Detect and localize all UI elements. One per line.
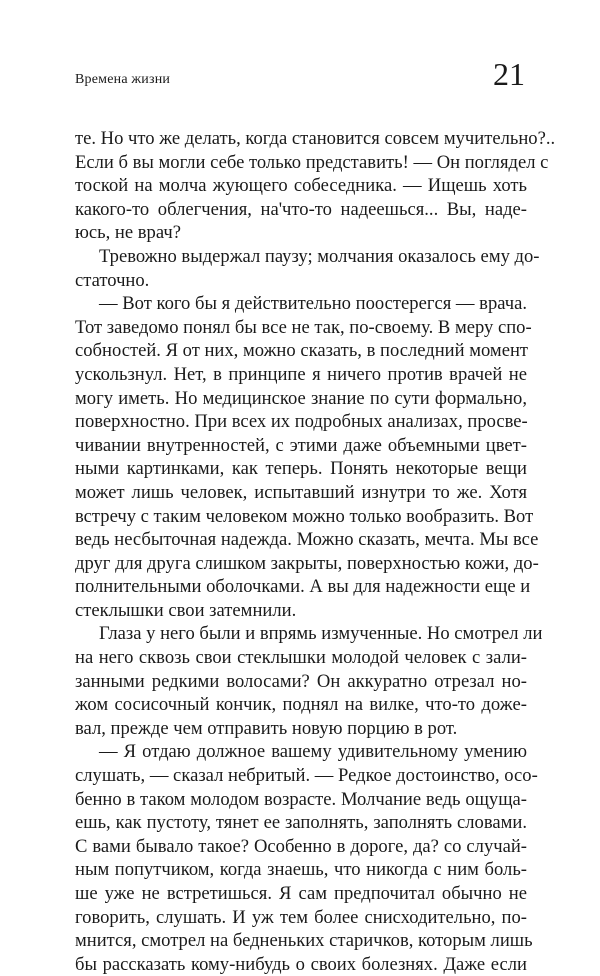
text-line: Глаза у него были и впрямь измученные. Но смотрел ли xyxy=(99,623,543,645)
body-text xyxy=(75,127,556,976)
text-line: статочно. xyxy=(75,269,150,291)
text-line: стеклышки свои затемнили. xyxy=(75,599,297,621)
paragraph xyxy=(75,245,540,292)
text-line: бенно в таком молодом возрасте. Молчание ведь ощуща- xyxy=(75,788,527,810)
text-line: — Вот кого бы я действительно поостерегся — врача. xyxy=(99,293,527,315)
text-line: ешь, как пустоту, тянет ее заполнять, заполнять словами. xyxy=(75,812,527,834)
text-line: друг для друга слишком закрыты, поверхностью кожи, до- xyxy=(75,552,539,574)
text-line: тоской на молча жующего собеседника. — Ищешь хоть xyxy=(75,175,527,197)
text-line: на него сквозь свои стеклышки молодой человек с зали- xyxy=(75,647,527,669)
text-line: встречу с таким человеком можно только вообразить. Вот xyxy=(75,505,534,527)
text-line: ным попутчиком, когда знаешь, что никогда с ним боль- xyxy=(75,859,527,881)
paragraph xyxy=(75,292,539,622)
text-line: какого-то облегчения, на'что-то надеешься... Вы, наде- xyxy=(75,198,527,220)
text-line: слушать, — сказал небритый. — Редкое достоинство, осо- xyxy=(75,765,538,787)
text-line: говорить, слушать. И уж тем более снисходительно, по- xyxy=(75,906,527,928)
text-line: занными редкими волосами? Он аккуратно отрезал но- xyxy=(75,670,527,692)
text-line: С вами бывало такое? Особенно в дороге, да? со случай- xyxy=(75,835,527,857)
text-line: мнится, смотрел на бедненьких старичков, которым лишь xyxy=(75,930,533,952)
text-line: поверхностно. При всех их подробных анализах, просве- xyxy=(75,411,528,433)
text-line: Тот заведомо понял бы все не так, по-своему. В меру спо- xyxy=(75,316,532,338)
text-line: собностей. Я от них, можно сказать, в последний момент xyxy=(75,340,529,362)
text-line: юсь, не врач? xyxy=(75,222,181,244)
text-line: — Я отдаю должное вашему удивительному умению xyxy=(99,741,527,763)
text-line: ше уже не встретишься. Я сам предпочитал обычно не xyxy=(75,883,527,904)
text-line: полнительными оболочками. А вы для надежности еще и xyxy=(75,576,531,598)
text-line: бы рассказать кому-нибудь о своих болезнях. Даже если xyxy=(75,953,527,975)
text-line: те. Но что же делать, когда становится совсем мучительно?.. xyxy=(75,128,556,149)
text-line: жом сосисочный кончик, поднял на вилке, что-то дожe- xyxy=(75,694,527,716)
text-line: ными картинками, как теперь. Понять некоторые вещи xyxy=(75,458,527,480)
text-line: ускользнул. Нет, в принципе я ничего против врачей не xyxy=(75,363,527,385)
paragraph xyxy=(75,127,556,245)
text-line: может лишь человек, испытавший изнутри то же. Хотя xyxy=(75,481,527,503)
text-line: Тревожно выдержал паузу; молчания оказалось ему до- xyxy=(99,245,540,267)
text-line: вал, прежде чем отправить новую порцию в рот. xyxy=(75,717,458,739)
text-line: Если б вы могли себе только представить! — Он поглядел с xyxy=(75,151,549,173)
paragraph xyxy=(75,740,538,976)
text-line: чивании внутренностей, с этими даже объемными цвет- xyxy=(75,434,527,456)
running-header: Времена жизни xyxy=(75,72,171,87)
text-line: ведь несбыточная надежда. Можно сказать, мечта. Мы все xyxy=(75,529,539,551)
paragraph xyxy=(75,622,543,740)
page-number: 21 xyxy=(493,56,525,92)
text-line: могу иметь. Но медицинское знание по сути формально, xyxy=(75,387,527,409)
